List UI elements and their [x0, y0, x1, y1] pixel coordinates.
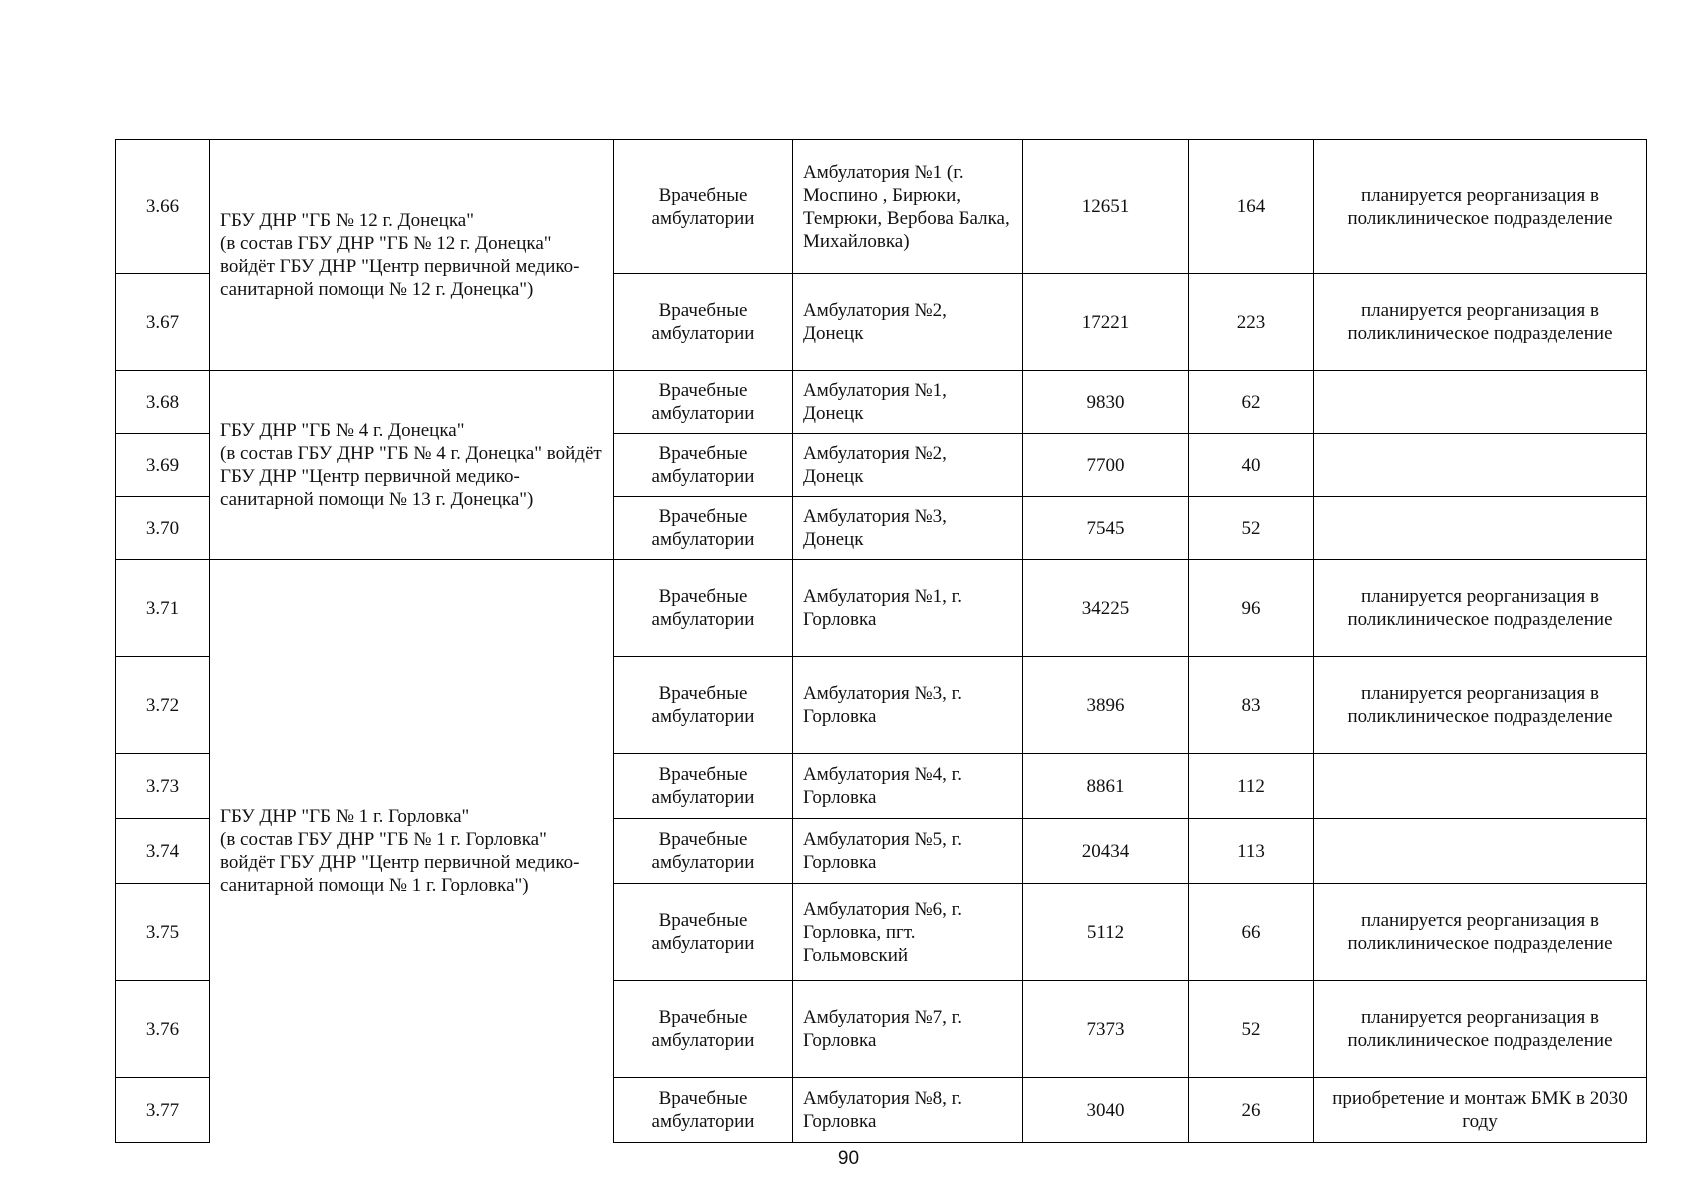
note-cell: [1314, 371, 1647, 434]
note-cell: планируется реорганизация в поликлиническое подразделение: [1314, 140, 1647, 274]
population-value: 20434: [1023, 819, 1189, 884]
visits-value: 66: [1189, 884, 1314, 981]
row-number: 3.69: [116, 434, 210, 497]
facility-name: Амбулатория №8, г. Горловка: [793, 1078, 1023, 1143]
facility-type: Врачебные амбулатории: [614, 560, 793, 657]
note-cell: [1314, 754, 1647, 819]
facility-name: Амбулатория №3, Донецк: [793, 497, 1023, 560]
facility-type: Врачебные амбулатории: [614, 140, 793, 274]
facilities-table: [115, 139, 1647, 1143]
visits-value: 96: [1189, 560, 1314, 657]
population-value: 7545: [1023, 497, 1189, 560]
population-value: 3896: [1023, 657, 1189, 754]
population-value: 9830: [1023, 371, 1189, 434]
note-cell: приобретение и монтаж БМК в 2030 году: [1314, 1078, 1647, 1143]
facility-name: Амбулатория №5, г. Горловка: [793, 819, 1023, 884]
row-number: 3.74: [116, 819, 210, 884]
page-number: 90: [837, 1148, 860, 1169]
row-number: 3.75: [116, 884, 210, 981]
note-cell: планируется реорганизация в поликлиническое подразделение: [1314, 274, 1647, 371]
table-row: [116, 371, 1647, 434]
facility-type: Врачебные амбулатории: [614, 497, 793, 560]
facility-name: Амбулатория №2, Донецк: [793, 434, 1023, 497]
visits-value: 113: [1189, 819, 1314, 884]
facility-type: Врачебные амбулатории: [614, 274, 793, 371]
visits-value: 40: [1189, 434, 1314, 497]
row-number: 3.68: [116, 371, 210, 434]
note-cell: [1314, 819, 1647, 884]
population-value: 7700: [1023, 434, 1189, 497]
row-number: 3.66: [116, 140, 210, 274]
note-cell: планируется реорганизация в поликлиническое подразделение: [1314, 560, 1647, 657]
facility-name: Амбулатория №3, г. Горловка: [793, 657, 1023, 754]
population-value: 17221: [1023, 274, 1189, 371]
facility-name: Амбулатория №1 (г. Моспино , Бирюки, Темрюки, Вербова Балка, Михайловка): [793, 140, 1023, 274]
row-number: 3.71: [116, 560, 210, 657]
facility-type: Врачебные амбулатории: [614, 371, 793, 434]
facility-type: Врачебные амбулатории: [614, 657, 793, 754]
organization-cell: ГБУ ДНР "ГБ № 1 г. Горловка" (в состав ГБУ ДНР "ГБ № 1 г. Горловка" войдёт ГБУ ДНР "Центр первичной медико-санитарной помощи № 1 г. Горловка"): [210, 560, 614, 1143]
population-value: 7373: [1023, 981, 1189, 1078]
population-value: 34225: [1023, 560, 1189, 657]
visits-value: 52: [1189, 981, 1314, 1078]
visits-value: 26: [1189, 1078, 1314, 1143]
facility-type: Врачебные амбулатории: [614, 819, 793, 884]
row-number: 3.77: [116, 1078, 210, 1143]
note-cell: планируется реорганизация в поликлиническое подразделение: [1314, 981, 1647, 1078]
note-cell: [1314, 434, 1647, 497]
visits-value: 83: [1189, 657, 1314, 754]
row-number: 3.67: [116, 274, 210, 371]
population-value: 8861: [1023, 754, 1189, 819]
row-number: 3.76: [116, 981, 210, 1078]
facility-name: Амбулатория №6, г. Горловка, пгт. Гольмовский: [793, 884, 1023, 981]
visits-value: 164: [1189, 140, 1314, 274]
population-value: 5112: [1023, 884, 1189, 981]
facility-type: Врачебные амбулатории: [614, 1078, 793, 1143]
row-number: 3.72: [116, 657, 210, 754]
visits-value: 52: [1189, 497, 1314, 560]
facility-type: Врачебные амбулатории: [614, 434, 793, 497]
facility-name: Амбулатория №2, Донецк: [793, 274, 1023, 371]
row-number: 3.73: [116, 754, 210, 819]
population-value: 3040: [1023, 1078, 1189, 1143]
note-cell: планируется реорганизация в поликлиническое подразделение: [1314, 657, 1647, 754]
facility-name: Амбулатория №4, г. Горловка: [793, 754, 1023, 819]
facility-type: Врачебные амбулатории: [614, 884, 793, 981]
facility-type: Врачебные амбулатории: [614, 981, 793, 1078]
population-value: 12651: [1023, 140, 1189, 274]
facility-name: Амбулатория №1, г. Горловка: [793, 560, 1023, 657]
visits-value: 223: [1189, 274, 1314, 371]
organization-cell: ГБУ ДНР "ГБ № 4 г. Донецка" (в состав ГБУ ДНР "ГБ № 4 г. Донецка" войдёт ГБУ ДНР "Центр первичной медико-санитарной помощи № 13 г. Донецка"): [210, 371, 614, 560]
note-cell: планируется реорганизация в поликлиническое подразделение: [1314, 884, 1647, 981]
visits-value: 112: [1189, 754, 1314, 819]
facility-type: Врачебные амбулатории: [614, 754, 793, 819]
table-row: [116, 140, 1647, 274]
facility-name: Амбулатория №1, Донецк: [793, 371, 1023, 434]
visits-value: 62: [1189, 371, 1314, 434]
facility-name: Амбулатория №7, г. Горловка: [793, 981, 1023, 1078]
organization-cell: ГБУ ДНР "ГБ № 12 г. Донецка" (в состав ГБУ ДНР "ГБ № 12 г. Донецка" войдёт ГБУ ДНР "Центр первичной медико-санитарной помощи № 12 г. Донецка"): [210, 140, 614, 371]
note-cell: [1314, 497, 1647, 560]
table-row: [116, 560, 1647, 657]
row-number: 3.70: [116, 497, 210, 560]
